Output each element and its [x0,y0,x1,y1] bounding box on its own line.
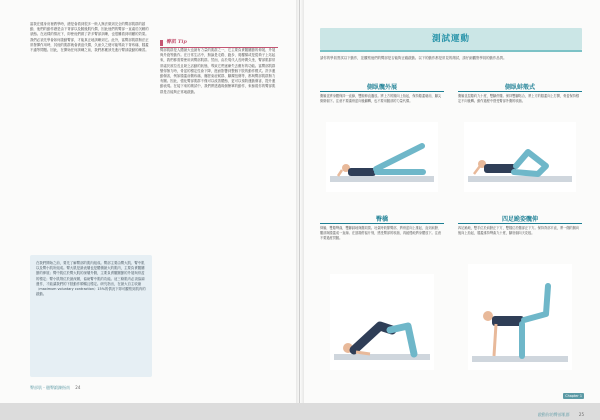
left-footer [30,385,80,391]
exercise-side-lying-abduction [320,82,444,202]
section-banner [320,28,582,50]
info-box-text: 在我們開始之前，要先了解臀部的肌肉組成。臀部主要由臀大肌、臀中肌以及臀小肌所組成。臀大肌是最表層也是體積最大的肌肉，主要負責髖關節的伸展；臀中肌位於臀大肌的深層外側，主要負責髖關節的外展與骨盆的穩定；臀小肌則位於最深層，協助臀中肌的功能。這三條肌肉必須協調運作，才能讓我們的下肢動作順暢且穩定。研究指出，在最大自主收縮（maximum voluntary contraction）15%的情況下即可觀察到肌肉的啟動。 [36,261,146,297]
right-page-number: 25 [578,412,584,417]
exercise-text: 仰躺，雙膝彎曲，雙腳踩地與髖同寬。吐氣時收緊臀部，將骨盆向上推起，直到肩膀、髖部與膝蓋成一直線。在頂端停留片刻，感受臀部的收縮，再緩慢地將身體放下。注意不要過度拱腰。 [320,226,442,240]
banner-underline [320,50,582,52]
exercise-glute-bridge [320,214,444,374]
right-page [300,0,600,417]
left-body-text: 當我在健身房裡教學時，總是會看到很多一般人無法做到完全的臀部肌群的啟動，他們的動作總是由下背部以及腿後肌代償，因此他們的臀部一直處於沉睡的狀態。在這樣的情況下，即使他們做了許多臀部訓練，也很難看到明顯的效果。我們必須先學會如何啟動臀部，才能真正地訓練到它。此外，當臀部肌群無法正常發揮作用時，其他的肌群就會被迫代償，久而久之便可能導致下背疼痛、膝蓋不適等問題。因此，在開始任何訓練之前，我們都應該先進行臀部啟動的練習。 [30,22,149,53]
right-footer [538,382,584,420]
left-footer-title: 臀部肌・翹臀鍛鍊指南 [30,385,70,390]
chapter-tag: Chapter 1 [565,394,582,398]
exercise-rule [320,91,444,92]
tip-marker [160,40,163,46]
exercise-text: 側躺並將身體保持一直線，雙腿伸直疊放。將上方的腿向上抬起，保持膝蓋朝前，腳尖微微朝下。注意不要讓骨盆向後翻轉，也不要用腰部的力量代償。 [320,94,442,103]
tip-label: 臀肌 Tip [166,39,187,45]
left-page [0,0,300,403]
exercise-title: 側臥蚌殼式 [504,84,535,91]
exercise-title: 側臥髖外展 [366,84,397,91]
exercise-title: 四足跪姿髖伸 [501,216,538,223]
exercise-photo [326,122,438,192]
tip-header [160,38,278,48]
left-page-number: 24 [75,385,81,390]
exercise-title: 臀橋 [375,216,388,223]
tip-body-text: 臀部肌群是人體最大也最有力量的肌群之一，它主要負責髖關節的伸展、外展與外旋等動作。在日常生活中，無論是走路、跑步、爬樓梯或是從椅子上站起來，我們都需要使用到臀部肌群。然而，由於現代人長時間久坐，臀部肌群常常處於被拉長且缺乏活動的狀態，導致它們逐漸失去應有的功能。當臀部肌群變得無力時，骨盆的穩定性會下降，進而影響到整個下肢的動作模式。許多運動傷害，例如膝蓋前側疼痛、髂脛束症候群、腳踝扭傷等，都與臀部肌群無力有關。因此，強化臀部肌群不僅可以改善體態，更可以預防運動傷害，提升運動表現。在接下來的測試中，我們將透過幾個簡單的動作，來檢視你的臀部肌群是否能夠正常地啟動。 [160,48,276,94]
exercise-clamshell [458,82,582,202]
intro-text: 請你的學員嘗試以下動作，並觀察他們的臀部是否能夠正確啟動。以下的動作都是常見的測試，請仔細觀察學員的動作品質。 [320,56,507,60]
chapter-title: 啟動你的臀部肌群 [537,412,570,417]
book-gutter [296,0,304,403]
section-title: 測試運動 [431,34,470,44]
info-box [30,255,152,377]
exercise-text: 側躺並屈膝約九十度，雙腳併攏。保持雙腳貼合，將上方的膝蓋向上打開，骨盆保持穩定不向後轉。動作過程中感受臀部外側的收縮。 [458,94,580,103]
exercise-text: 四足跪地，雙手位於肩膀正下方，雙膝位於髖部正下方。保持背部平直，將一側的腿向後向上抬起，膝蓋維持彎曲九十度，腳底朝向天花板。 [458,226,580,235]
exercise-rule [320,223,444,224]
glute-bridge-illustration [330,274,434,370]
exercise-rule [458,223,582,224]
exercise-photo [468,264,572,370]
side-lying-abduction-illustration [326,122,438,192]
exercise-rule [458,91,582,92]
clamshell-illustration [464,122,576,192]
exercise-photo [330,274,434,370]
quadruped-hip-extension-illustration [468,264,572,370]
exercise-quadruped-hip-extension [458,214,582,374]
exercise-photo [464,122,576,192]
